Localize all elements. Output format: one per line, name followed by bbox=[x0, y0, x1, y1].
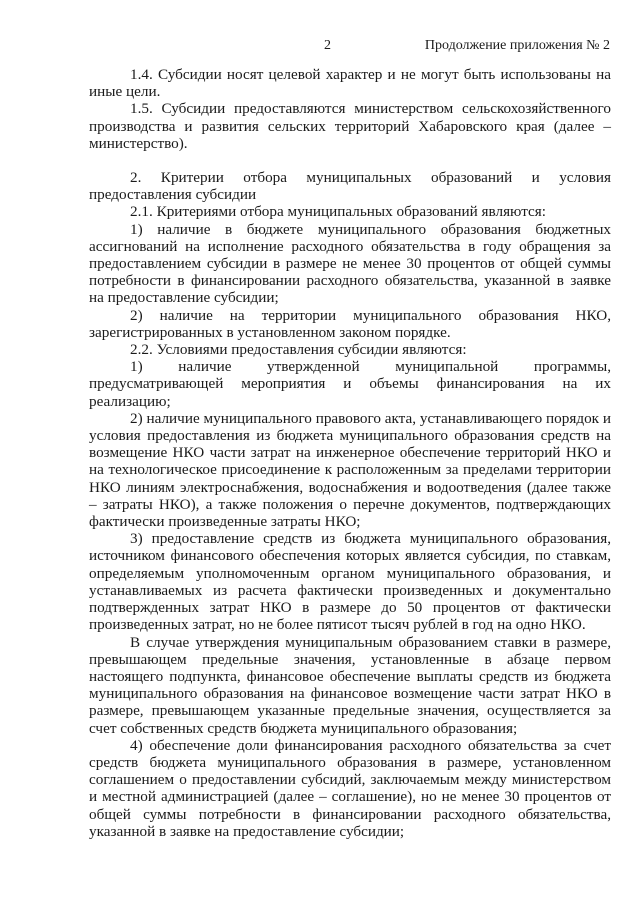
paragraph-2-2-item-1: 1) наличие утвержденной муниципальной программы, предусматривающей мероприятия и объемы финансирования на их реализацию; bbox=[89, 358, 611, 410]
appendix-continuation-label: Продолжение приложения № 2 bbox=[424, 38, 610, 53]
paragraph-2-2-item-3: 3) предоставление средств из бюджета муниципального образования, источником финансового обеспечения которых является субсидия, по ставкам, определяемым уполномоченным органом муниципального образования, и устанавливаемых из расчета фактически произведенных и документально подтвержденных затрат НКО в размере до 50 процентов от фактически произведенных затрат, но не более пятисот тысяч рублей в год на одно НКО. bbox=[89, 530, 611, 634]
paragraph-rate-exceeding: В случае утверждения муниципальным образованием ставки в размере, превышающем предельные значения, установленные в абзаце первом настоящего подпункта, финансовое обеспечение выплаты средств из бюджета муниципального образования на финансовое возмещение части затрат НКО в размере, превышающем указанные предельные значения, осуществляется за счет собственных средств бюджета муниципального образования; bbox=[89, 633, 611, 737]
paragraph-2-1-item-2: 2) наличие на территории муниципального образования НКО, зарегистрированных в установленном законом порядке. bbox=[89, 306, 611, 341]
paragraph-2-2-item-2: 2) наличие муниципального правового акта, устанавливающего порядок и условия предоставления из бюджета муниципального образования средств на возмещение НКО части затрат на инженерное обеспечение территорий НКО и на технологическое присоединение к расположенным за пределами территории НКО линиям электроснабжения, водоснабжения и водоотведения (далее также – затраты НКО), а также положения о перечне документов, подтверждающих фактически произведенные затраты НКО; bbox=[89, 409, 611, 531]
paragraph-2-1-item-1: 1) наличие в бюджете муниципального образования бюджетных ассигнований на исполнение расходного обязательства в году обращения за предоставлением субсидии в размере не менее 30 процентов от общей суммы потребности в финансировании расходного обязательства, указанной в заявке на предоставление субсидии; bbox=[89, 220, 611, 307]
document-body bbox=[89, 66, 611, 840]
page-number: 2 bbox=[324, 38, 331, 53]
paragraph-1-5: 1.5. Субсидии предоставляются министерством сельскохозяйственного производства и развития сельских территорий Хабаровского края (далее – министерство). bbox=[89, 100, 611, 152]
section-heading-2: 2. Критерии отбора муниципальных образований и условия предоставления субсидии bbox=[89, 169, 611, 204]
paragraph-1-4: 1.4. Субсидии носят целевой характер и не могут быть использованы на иные цели. bbox=[89, 66, 611, 101]
paragraph-2-1: 2.1. Критериями отбора муниципальных образований являются: bbox=[130, 203, 546, 221]
paragraph-2-2: 2.2. Условиями предоставления субсидии являются: bbox=[130, 341, 467, 359]
paragraph-2-2-item-4: 4) обеспечение доли финансирования расходного обязательства за счет средств бюджета муниципального образования в размере, установленном соглашением о предоставлении субсидий, заключаемым между министерством и местной администрацией (далее – соглашение), но не менее 30 процентов от общей суммы потребности в финансировании расходного обязательства, указанной в заявке на предоставление субсидии; bbox=[89, 736, 611, 840]
